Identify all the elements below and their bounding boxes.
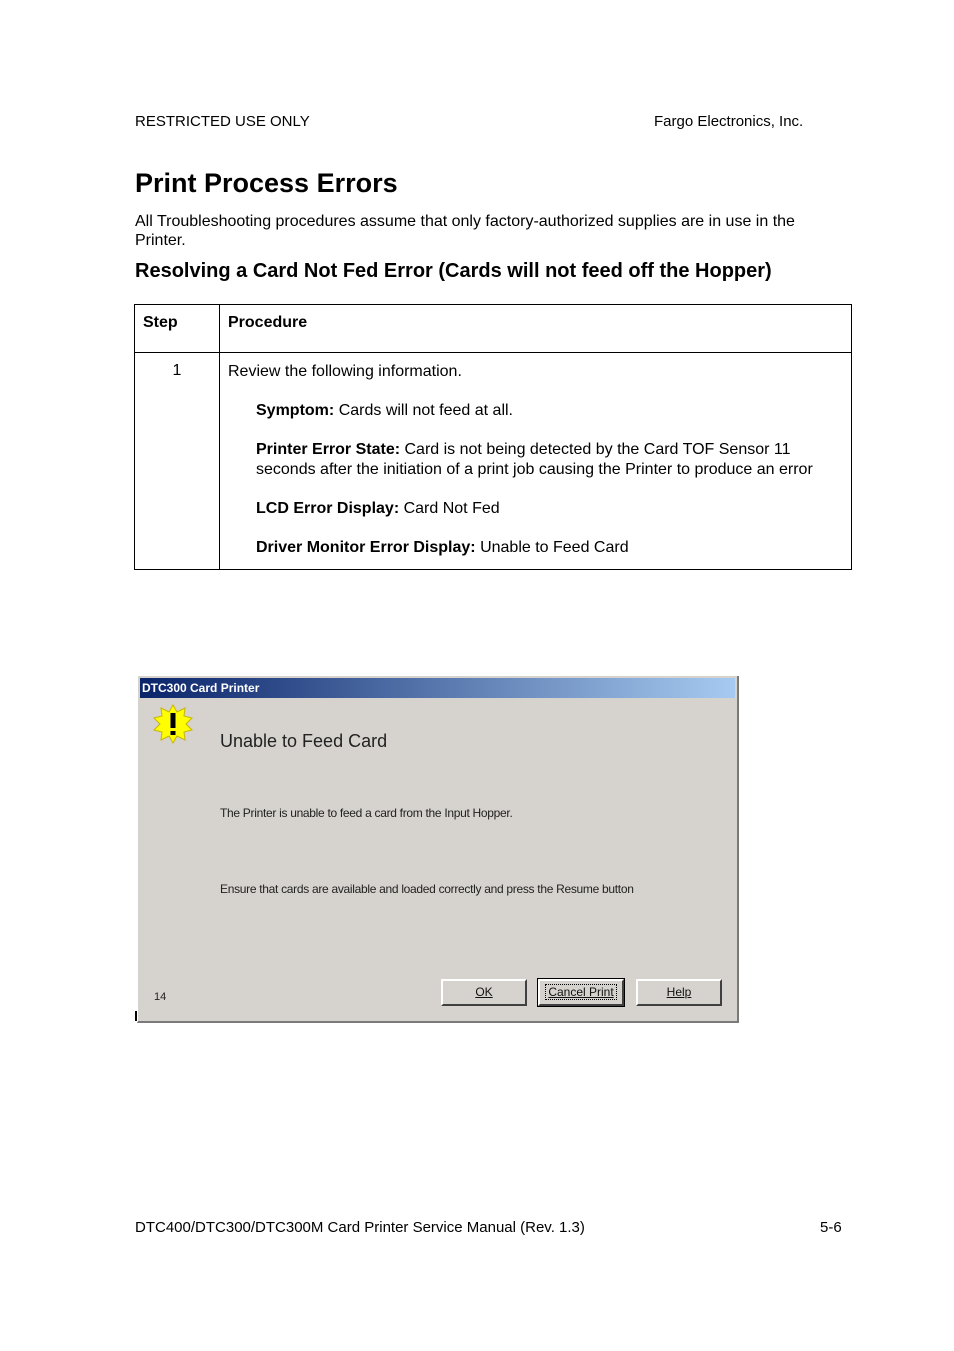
table-header-row <box>135 305 852 353</box>
dialog-message-1: The Printer is unable to feed a card from the Input Hopper. <box>220 806 513 820</box>
column-header-procedure: Procedure <box>220 305 852 353</box>
item-label: LCD Error Display: <box>256 500 400 517</box>
dialog-heading: Unable to Feed Card <box>220 731 388 751</box>
intro-text: All Troubleshooting procedures assume that only factory-authorized supplies are in use in the Printer. <box>135 213 795 249</box>
driver-monitor-error-item <box>256 538 843 558</box>
warning-icon <box>153 704 193 744</box>
procedure-cell <box>220 353 852 570</box>
printer-error-state-item <box>256 440 843 480</box>
procedure-lead: Review the following information. <box>228 363 462 380</box>
item-label: Symptom: <box>256 402 335 419</box>
item-label: Driver Monitor Error Display: <box>256 539 476 556</box>
procedure-table <box>134 304 852 570</box>
column-header-step: Step <box>135 305 220 353</box>
item-text: Unable to Feed Card <box>480 539 629 556</box>
footer-left: DTC400/DTC300/DTC300M Card Printer Service Manual (Rev. 1.3) <box>135 1219 585 1236</box>
error-code: 14 <box>154 991 167 1003</box>
item-text: Cards will not feed at all. <box>338 402 513 419</box>
symptom-item <box>256 401 843 421</box>
header-right: Fargo Electronics, Inc. <box>654 113 804 130</box>
cancel-print-label: Cancel Print <box>545 984 616 1000</box>
error-dialog-screenshot <box>137 676 739 1023</box>
item-label: Printer Error State: <box>256 441 401 458</box>
lcd-error-display-item <box>256 499 843 519</box>
ok-button[interactable]: OK <box>441 979 527 1006</box>
item-text: Card is not being detected by the Card TOF Sensor 11 seconds after the initiation of a print job causing the Printer to produce an error <box>256 441 813 478</box>
dialog-message-2: Ensure that cards are available and loaded correctly and press the Resume button <box>220 882 634 896</box>
page-title: Print Process Errors <box>135 168 398 198</box>
table-row <box>135 353 852 570</box>
page-number: 5-6 <box>820 1219 842 1236</box>
text-cursor-mark <box>135 1011 137 1021</box>
dialog-titlebar: DTC300 Card Printer <box>140 678 735 698</box>
step-number: 1 <box>135 353 220 570</box>
help-button[interactable]: Help <box>636 979 722 1006</box>
item-text: Card Not Fed <box>403 500 500 517</box>
cancel-print-button[interactable] <box>538 979 624 1006</box>
header-left: RESTRICTED USE ONLY <box>135 113 310 130</box>
section-title: Resolving a Card Not Fed Error (Cards will not feed off the Hopper) <box>135 260 772 282</box>
